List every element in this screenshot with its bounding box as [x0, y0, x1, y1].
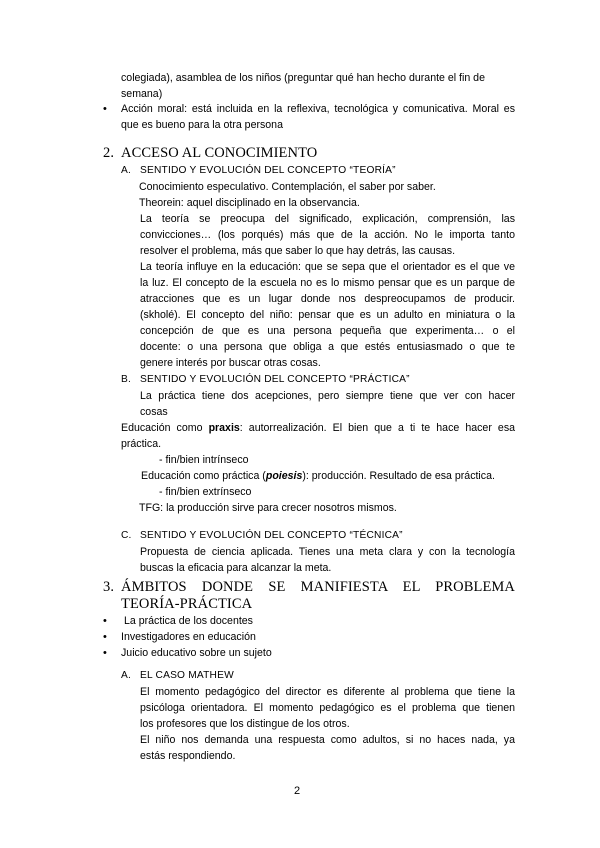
paragraph-line: concepción de que es una persona pequeña que experimenta… o el — [140, 325, 515, 337]
subsection-letter: C. — [121, 530, 132, 541]
paragraph-line: La práctica tiene dos acepciones, pero siempre tiene que ver con hacer — [140, 390, 515, 402]
paragraph-line: La teoría influye en la educación: que se sepa que el orientador es el que ve — [140, 261, 515, 273]
paragraph-line: los profesores que los distingue de los otros. — [140, 718, 350, 730]
section-number: 2. — [103, 145, 115, 161]
subsection-heading: SENTIDO Y EVOLUCIÓN DEL CONCEPTO “PRÁCTICA” — [140, 374, 410, 385]
paragraph-line: Theorein: aquel disciplinado en la observancia. — [139, 197, 360, 209]
subsection-letter: A. — [121, 670, 132, 681]
bullet-icon: • — [103, 615, 107, 627]
paragraph-line: La teoría se preocupa del significado, explicación, comprensión, las — [140, 213, 515, 225]
poiesis-line: Educación como práctica (poiesis): producción. Resultado de esa práctica. — [141, 470, 495, 482]
paragraph-line: cosas — [140, 406, 168, 418]
paragraph-line: Conocimiento especulativo. Contemplación, el saber por saber. — [139, 181, 436, 193]
paragraph-line: buscas la eficacia para alcanzar la meta. — [140, 562, 332, 574]
paragraph-line: El momento pedagógico del director es diferente al problema que tiene la — [140, 686, 515, 698]
bullet-icon: • — [103, 631, 107, 643]
paragraph-line: genere interés por buscar otras cosas. — [140, 357, 321, 369]
page-number: 2 — [294, 785, 301, 797]
moral-action-line: Acción moral: está incluida en la reflexiva, tecnológica y comunicativa. Moral es — [121, 103, 515, 115]
paragraph-line: El niño nos demanda una respuesta como adultos, si no haces nada, ya — [140, 734, 515, 746]
list-item: - fin/bien intrínseco — [159, 454, 249, 466]
paragraph-line: Propuesta de ciencia aplicada. Tienes una meta clara y con la tecnología — [140, 546, 515, 558]
paragraph-line: estás respondiendo. — [140, 750, 236, 762]
bullet-icon: • — [103, 647, 107, 659]
section-heading: ACCESO AL CONOCIMIENTO — [121, 145, 318, 161]
list-item: - fin/bien extrínseco — [159, 486, 252, 498]
praxis-term: praxis — [208, 422, 240, 434]
poiesis-term: poiesis — [265, 470, 303, 482]
section-heading: TEORÍA-PRÁCTICA — [121, 596, 253, 612]
paragraph-line: psicóloga orientadora. El momento pedagógico es el problema que tienen — [140, 702, 515, 714]
subsection-heading: EL CASO MATHEW — [140, 670, 234, 681]
list-item: Investigadores en educación — [121, 631, 256, 643]
paragraph-line: docente: o una persona que obliga a que estés entusiasmado o que te — [140, 341, 515, 353]
list-item: La práctica de los docentes — [124, 615, 253, 627]
list-item: Juicio educativo sobre un sujeto — [121, 647, 272, 659]
paragraph-line: convicciones… (los porqués) más que de la acción. No le importa tanto — [140, 229, 515, 241]
paragraph-line: (skholé). El concepto del niño: pensar que es un adulto en miniatura o la — [140, 309, 515, 321]
paragraph-line: TFG: la producción sirve para crecer nosotros mismos. — [139, 502, 397, 514]
subsection-heading: SENTIDO Y EVOLUCIÓN DEL CONCEPTO “TÉCNICA” — [140, 530, 403, 541]
paragraph-line: atracciones que es un lugar donde nos despreocupamos de producir. — [140, 293, 515, 305]
section-number: 3. — [103, 579, 115, 595]
continuation-line: colegiada), asamblea de los niños (preguntar qué han hecho durante el fin de — [121, 72, 485, 84]
paragraph-line: la luz. El concepto de la escuela no es lo mismo pensar que es un parque de — [140, 277, 515, 289]
subsection-letter: A. — [121, 165, 132, 176]
subsection-heading: SENTIDO Y EVOLUCIÓN DEL CONCEPTO “TEORÍA” — [140, 165, 396, 176]
bullet-icon: • — [103, 103, 107, 115]
subsection-letter: B. — [121, 374, 132, 385]
moral-action-line: que es bueno para la otra persona — [121, 119, 283, 131]
paragraph-line: resolver el problema, más que saber lo que hay detrás, las causas. — [140, 245, 456, 257]
praxis-line: práctica. — [121, 438, 162, 450]
continuation-line: semana) — [121, 88, 163, 100]
section-heading: ÁMBITOS DONDE SE MANIFIESTA EL PROBLEMA — [121, 579, 515, 595]
praxis-line: Educación como praxis: autorrealización. El bien que a ti te hace hacer esa — [121, 422, 516, 434]
